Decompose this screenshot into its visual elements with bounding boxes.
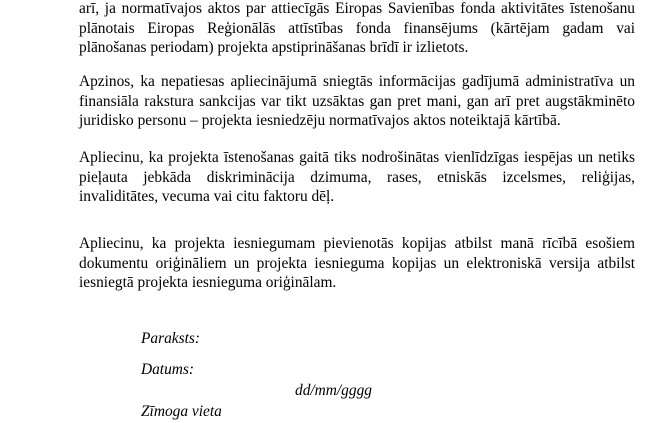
paragraph-copies-conformity: Apliecinu, ka projekta iesniegumam pievienotās kopijas atbilst manā rīcībā esošiem dokumentu oriģināliem un projekta iesnieguma kopijas un elektroniskā versija atbilst iesniegtā projekta iesnieguma oriģinālam. (79, 235, 635, 291)
paragraph-funding-statement: arī, ja normatīvajos aktos par attiecīgās Eiropas Savienības fonda aktivitātes īstenošanu plānotais Eiropas Reģionālās attīstības fonda finansējums (kārtējam gadam vai plānošanas periodam) projekta apstiprināšanas brīdī ir izlietots. (79, 0, 635, 56)
paragraph-sanctions-awareness: Apzinos, ka nepatiesas apliecinājumā sniegtās informācijas gadījumā administratīva un finansiāla rakstura sankcijas var tikt uzsāktas gan pret mani, gan arī pret augstākminēto juridisko personu – projekta iesniedzēju normatīvajos aktos noteiktajā kārtībā. (79, 73, 635, 129)
paragraph-equal-opportunities: Apliecinu, ka projekta īstenošanas gaitā tiks nodrošinātas vienlīdzīgas iespējas un netiks pieļauta jebkāda diskriminācija dzimuma, rases, etniskās izcelsmes, reliģijas, invaliditātes, vecuma vai citu faktoru dēļ. (79, 149, 635, 205)
date-label: Datums: (141, 361, 195, 378)
signature-label: Paraksts: (141, 330, 200, 347)
date-format-hint: dd/mm/gggg (295, 382, 372, 399)
stamp-place-label: Zīmoga vieta (141, 403, 222, 420)
